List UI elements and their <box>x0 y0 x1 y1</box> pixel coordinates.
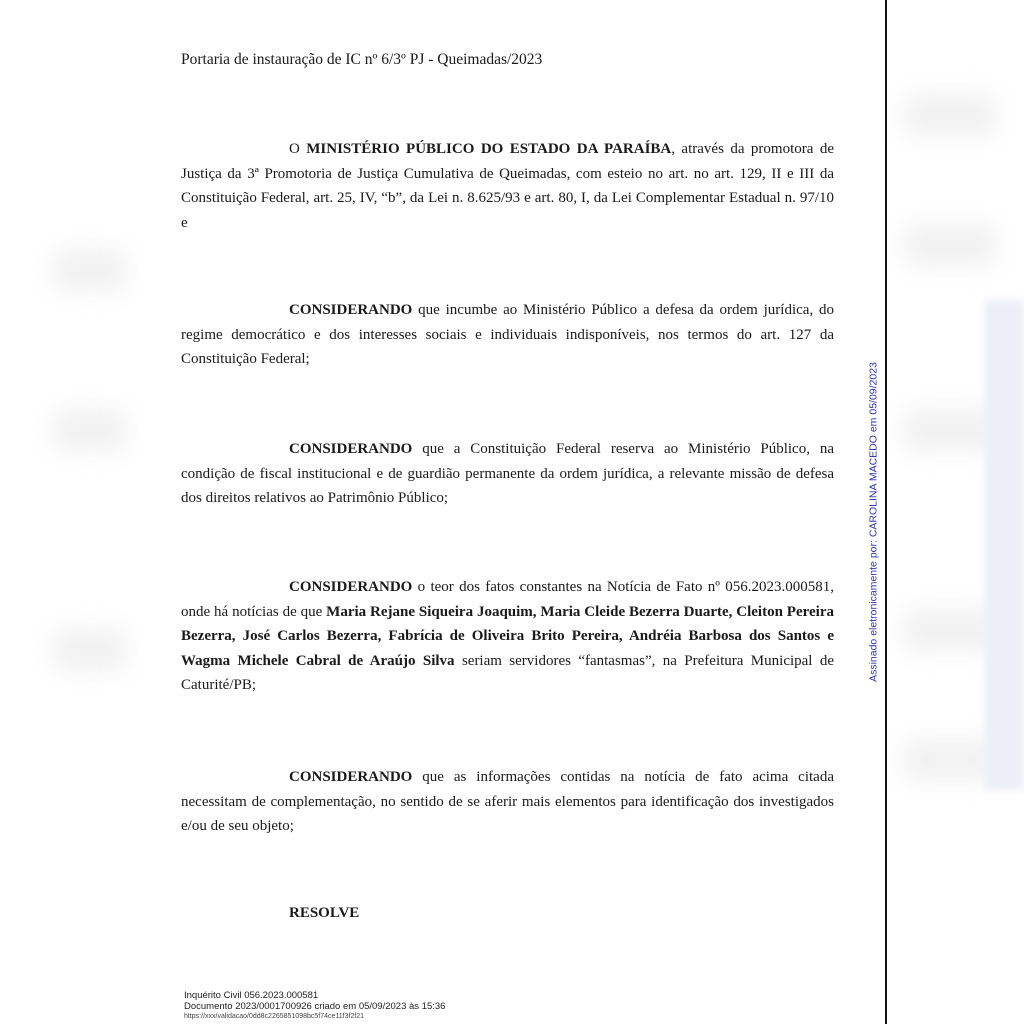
investigated-names: Maria Rejane Siqueira Joaquim, Maria Cleide Bezerra Duarte, Cleiton Pereira Bezerra, José Carlos Bezerra, Fabrícia de Oliveira Brito Pereira, Andréia Barbosa dos Santos e Wagma Michele Cabral de Araújo Silva <box>181 603 834 669</box>
blurred-background-text <box>905 410 995 450</box>
blurred-side-strip <box>985 300 1024 790</box>
signature-text: Assinado eletronicamente por: CAROLINA MACEDO em 05/09/2023 <box>867 362 880 682</box>
blurred-background-text <box>905 610 995 650</box>
considerando-text: que as informações contidas na notícia de fato acima citada necessitam de complementação, no sentido de se aferir mais elementos para identificação dos investigados e/ou de seu objeto; <box>181 769 834 834</box>
paragraph-considerando-3 <box>181 575 834 698</box>
blurred-background-text <box>55 250 125 290</box>
considerando-text-end: seriam servidores “fantasmas”, na Prefeitura Municipal de Caturité/PB; <box>181 652 835 693</box>
resolve-heading: RESOLVE <box>289 905 360 921</box>
paragraph-considerando-2 <box>181 437 834 511</box>
considerando-text: que a Constituição Federal reserva ao Ministério Público, na condição de fiscal institucional e de guardião permanente da ordem jurídica, a relevante missão de defesa dos direitos relativos ao Patrimônio Público; <box>181 441 834 506</box>
considerando-text: que incumbe ao Ministério Público a defesa da ordem jurídica, do regime democrático e dos interesses sociais e individuais indisponíveis, nos termos do art. 127 da Constituição Federal; <box>181 302 834 367</box>
footer-document-info: Documento 2023/0001700926 criado em 05/09/2023 às 15:36 <box>184 1001 446 1012</box>
paragraph-preamble <box>181 137 834 235</box>
document-header: Portaria de instauração de IC nº 6/3º PJ - Queimadas/2023 <box>181 51 543 68</box>
considerando-label: CONSIDERANDO <box>289 769 413 785</box>
electronic-signature-stamp <box>866 345 880 700</box>
footer-case-number: Inquérito Civil 056.2023.000581 <box>184 990 319 1001</box>
considerando-label: CONSIDERANDO <box>289 302 413 318</box>
preamble-text: , através da promotora de Justiça da 3ª Promotoria de Justiça Cumulativa de Queimadas, com esteio no art. no art. 129, II e III da Constituição Federal, art. 25, IV, “b”, da Lei n. 8.625/93 e art. 80, I, da Lei Complementar Estadual n. 97/10 e <box>181 141 834 231</box>
blurred-background-text <box>55 410 125 450</box>
blurred-background-text <box>905 740 995 780</box>
considerando-label: CONSIDERANDO <box>289 441 413 457</box>
blurred-background-text <box>905 225 995 265</box>
preamble-pre: O <box>289 141 307 157</box>
document-footer <box>184 990 445 1021</box>
blurred-background-text <box>55 630 125 670</box>
page-edge <box>885 0 887 1024</box>
footer-validation-url: https://xxx/validacao/0dd8c2265851098bc5f74ce11f3f2f21 <box>184 1013 365 1020</box>
considerando-text: o teor dos fatos constantes na Notícia de Fato nº 056.2023.000581, onde há notícias de que <box>181 579 834 620</box>
blurred-background-text <box>905 95 995 135</box>
considerando-label: CONSIDERANDO <box>289 579 413 595</box>
institution-name: MINISTÉRIO PÚBLICO DO ESTADO DA PARAÍBA <box>306 141 672 157</box>
paragraph-considerando-1 <box>181 298 834 372</box>
paragraph-considerando-4 <box>181 765 834 839</box>
